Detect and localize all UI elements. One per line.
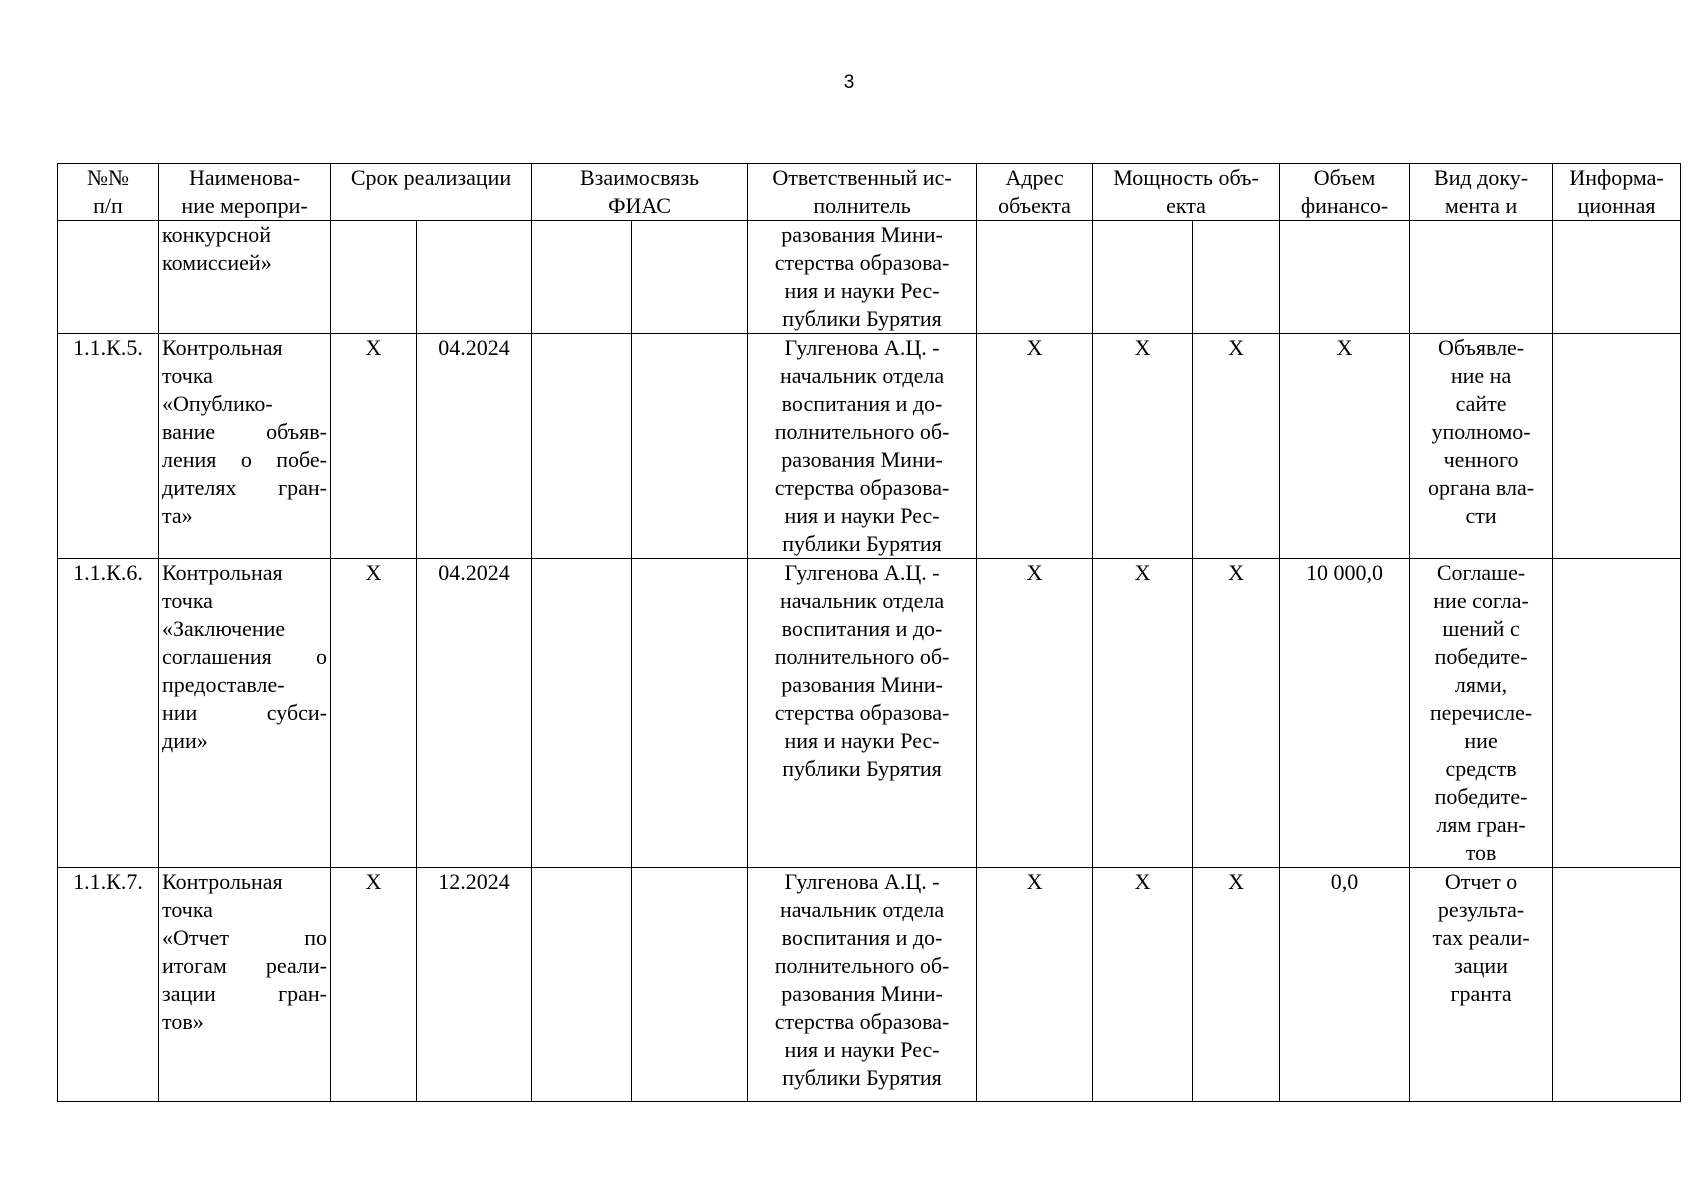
cell-line: Вид доку- — [1434, 165, 1529, 190]
cell-fias-2 — [632, 868, 748, 1102]
cell-line: ние — [1464, 728, 1498, 753]
cell-line: «Заключение — [162, 616, 286, 641]
cell-name — [159, 221, 331, 334]
table-row — [58, 334, 1681, 559]
cell-line: мента и — [1444, 193, 1518, 218]
cell-capacity-1: X — [1093, 868, 1193, 1102]
page-number: 3 — [843, 72, 855, 93]
cell-line: ние меропри- — [181, 193, 308, 218]
cell-address: X — [977, 868, 1093, 1102]
cell-finance: 10 000,0 — [1280, 559, 1410, 868]
cell-line: п/п — [93, 193, 123, 218]
cell-line: гранта — [1450, 981, 1512, 1006]
cell-line: вание объяв- — [162, 419, 327, 444]
cell-line: уполномо- — [1431, 419, 1531, 444]
cell-line: начальник отдела — [779, 588, 945, 613]
cell-line: органа вла- — [1428, 475, 1535, 500]
cell-name — [159, 868, 331, 1102]
cell-line: стерства образова- — [774, 700, 950, 725]
cell-line: Взаимосвязь — [579, 165, 700, 190]
cell-line: ние на — [1450, 363, 1512, 388]
cell-line: Мощность объ- — [1113, 165, 1259, 190]
cell-line: комиссией» — [162, 250, 272, 275]
cell-line: тах реали- — [1432, 925, 1530, 950]
cell-line: стерства образова- — [774, 475, 950, 500]
cell-line: воспитания и до- — [781, 616, 943, 641]
cell-line: лям гран- — [1436, 812, 1526, 837]
cell-fias-1 — [532, 334, 632, 559]
cell-end: 04.2024 — [417, 334, 532, 559]
cell-line: точка — [162, 897, 213, 922]
header-capacity — [1093, 164, 1280, 221]
cell-line: тов» — [162, 1009, 204, 1034]
cell-line: воспитания и до- — [781, 391, 943, 416]
cell-capacity-2: X — [1193, 868, 1280, 1102]
cell-line: ния и науки Рес- — [784, 728, 940, 753]
cell-address: X — [977, 559, 1093, 868]
header-info — [1553, 164, 1681, 221]
cell-line: средств — [1445, 756, 1517, 781]
cell-line: та» — [162, 503, 193, 528]
cell-fias-1 — [532, 559, 632, 868]
cell-line: «Отчет по — [162, 925, 327, 950]
cell-line: Контрольная — [162, 335, 283, 360]
cell-line: точка — [162, 588, 213, 613]
cell-executor — [748, 868, 977, 1102]
cell-line: Отчет о — [1444, 869, 1518, 894]
cell-num: 1.1.К.6. — [58, 559, 159, 868]
cell-line: разования Мини- — [781, 447, 943, 472]
cell-info — [1553, 559, 1681, 868]
cell-line: Объявле- — [1437, 335, 1525, 360]
cell-capacity-1: X — [1093, 334, 1193, 559]
cell-info — [1553, 334, 1681, 559]
table-row-continuation — [58, 221, 1681, 334]
cell-line: Соглаше- — [1436, 560, 1526, 585]
header-finance — [1280, 164, 1410, 221]
cell-line: разования Мини- — [781, 672, 943, 697]
cell-line: Объем — [1313, 165, 1376, 190]
cell-line: перечисле- — [1429, 700, 1533, 725]
cell-line: соглашения о — [162, 644, 327, 669]
plan-table — [57, 163, 1681, 1102]
cell-line: тов — [1465, 840, 1497, 865]
cell-line: зации — [1454, 953, 1508, 978]
cell-line: нии субси- — [162, 700, 327, 725]
cell-line: ционная — [1577, 193, 1656, 218]
cell-doctype — [1410, 868, 1553, 1102]
cell-line: полнитель — [813, 193, 911, 218]
cell-fias-2 — [632, 334, 748, 559]
cell-start: X — [331, 559, 417, 868]
cell-line: ние согла- — [1433, 588, 1529, 613]
cell-line: сайте — [1455, 391, 1507, 416]
cell-num: 1.1.К.7. — [58, 868, 159, 1102]
cell-line: стерства образова- — [774, 1009, 950, 1034]
cell-line: «Опублико- — [162, 391, 273, 416]
cell-executor — [748, 559, 977, 868]
cell-line: зации гран- — [162, 981, 327, 1006]
cell-executor — [748, 334, 977, 559]
cell-line: публики Бурятия — [782, 306, 942, 331]
cell-end: 12.2024 — [417, 868, 532, 1102]
cell-executor — [748, 221, 977, 334]
cell-line: стерства образова- — [774, 250, 950, 275]
cell-line: конкурсной — [162, 222, 272, 247]
cell-line: объекта — [998, 193, 1071, 218]
cell-line: разования Мини- — [781, 981, 943, 1006]
cell-line: дителях гран- — [162, 475, 327, 500]
cell-line: полнительного об- — [774, 419, 950, 444]
cell-fias-1 — [532, 868, 632, 1102]
cell-line: Адрес — [1005, 165, 1064, 190]
cell-line: Гулгенова А.Ц. - — [784, 869, 940, 894]
cell-line: полнительного об- — [774, 644, 950, 669]
cell-line: публики Бурятия — [782, 1065, 942, 1090]
table-row — [58, 868, 1681, 1102]
cell-name — [159, 334, 331, 559]
cell-line: Гулгенова А.Ц. - — [784, 335, 940, 360]
cell-start: X — [331, 868, 417, 1102]
cell-line: Информа- — [1569, 165, 1664, 190]
cell-fias-2 — [632, 559, 748, 868]
cell-line: начальник отдела — [779, 363, 945, 388]
header-term: Срок реализации — [331, 164, 532, 221]
cell-line: Контрольная — [162, 560, 283, 585]
cell-doctype — [1410, 559, 1553, 868]
cell-line: публики Бурятия — [782, 756, 942, 781]
cell-line: начальник отдела — [779, 897, 945, 922]
cell-line: ФИАС — [608, 193, 671, 218]
cell-line: результа- — [1437, 897, 1525, 922]
cell-doctype — [1410, 334, 1553, 559]
cell-line: полнительного об- — [774, 953, 950, 978]
cell-line: публики Бурятия — [782, 531, 942, 556]
header-executor — [748, 164, 977, 221]
cell-line: победите- — [1434, 644, 1528, 669]
table-row — [58, 559, 1681, 868]
cell-line: екта — [1166, 193, 1206, 218]
cell-line: Наименова- — [188, 165, 301, 190]
cell-line: ния и науки Рес- — [784, 503, 940, 528]
cell-address: X — [977, 334, 1093, 559]
cell-line: ченного — [1443, 447, 1519, 472]
cell-line: сти — [1465, 503, 1497, 528]
cell-line: Контрольная — [162, 869, 283, 894]
cell-start: X — [331, 334, 417, 559]
cell-line: ния и науки Рес- — [784, 278, 940, 303]
cell-line: Гулгенова А.Ц. - — [784, 560, 940, 585]
cell-line: лями, — [1454, 672, 1508, 697]
header-name — [159, 164, 331, 221]
cell-line: победите- — [1434, 784, 1528, 809]
cell-num: 1.1.К.5. — [58, 334, 159, 559]
cell-line: предоставле- — [162, 672, 285, 697]
cell-line: ния и науки Рес- — [784, 1037, 940, 1062]
cell-line: Ответственный ис- — [772, 165, 952, 190]
cell-end: 04.2024 — [417, 559, 532, 868]
cell-line: дии» — [162, 728, 208, 753]
cell-line: итогам реали- — [162, 953, 327, 978]
table-header-row — [58, 164, 1681, 221]
header-address — [977, 164, 1093, 221]
cell-line: разования Мини- — [781, 222, 943, 247]
cell-capacity-2: X — [1193, 334, 1280, 559]
cell-capacity-1: X — [1093, 559, 1193, 868]
cell-line: точка — [162, 363, 213, 388]
cell-line: воспитания и до- — [781, 925, 943, 950]
cell-line: №№ — [87, 165, 129, 190]
header-fias — [532, 164, 748, 221]
cell-name — [159, 559, 331, 868]
cell-info — [1553, 868, 1681, 1102]
cell-line: ления о побе- — [162, 447, 327, 472]
cell-finance: X — [1280, 334, 1410, 559]
cell-line: финансо- — [1300, 193, 1389, 218]
header-doctype — [1410, 164, 1553, 221]
header-num — [58, 164, 159, 221]
cell-line: шений с — [1442, 616, 1520, 641]
cell-finance: 0,0 — [1280, 868, 1410, 1102]
cell-capacity-2: X — [1193, 559, 1280, 868]
